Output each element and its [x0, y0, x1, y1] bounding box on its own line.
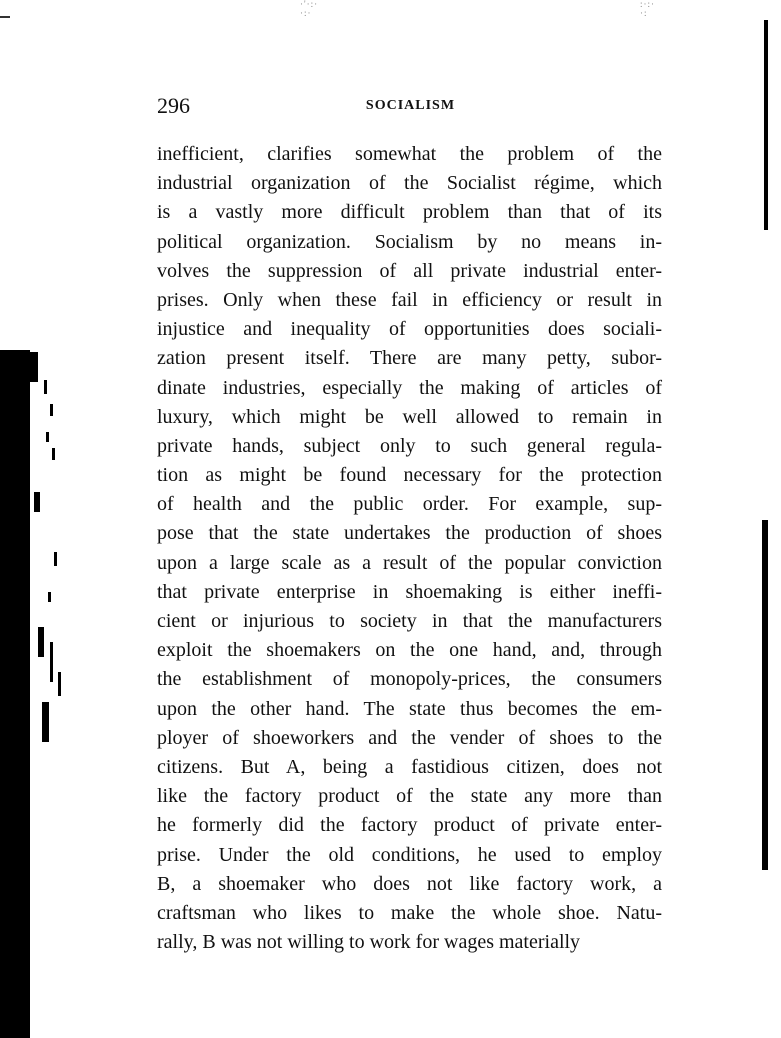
text-line: pose that the state undertakes the production of shoes [157, 522, 662, 545]
scan-page-edge-right [762, 520, 768, 870]
scan-page-edge-right [764, 20, 768, 230]
text-line: upon the other hand. The state thus becomes the em- [157, 697, 662, 720]
scan-page-edge-fray [30, 352, 66, 752]
text-line: craftsman who likes to make the whole shoe. Natu- [157, 901, 662, 924]
page-number: 296 [157, 93, 190, 118]
text-line: the establishment of monopoly-prices, the consumers [157, 668, 662, 691]
text-line: that private enterprise in shoemaking is either ineffi- [157, 580, 662, 603]
text-line: prises. Only when these fail in efficiency or result in [157, 288, 662, 311]
running-title: SOCIALISM [365, 98, 456, 113]
text-line: is a vastly more difficult problem than that of its [157, 201, 662, 224]
text-line: political organization. Socialism by no means in- [157, 230, 662, 253]
text-line: industrial organization of the Socialist régime, which [157, 172, 662, 195]
text-line: of health and the public order. For example, sup- [157, 493, 662, 516]
body-text [157, 140, 662, 957]
text-line: cient or injurious to society in that the manufacturers [157, 610, 662, 632]
text-line: volves the suppression of all private industrial enter- [157, 259, 662, 282]
text-line: ployer of shoeworkers and the vender of shoes to the [157, 726, 662, 749]
text-line: prise. Under the old conditions, he used to employ [157, 843, 662, 866]
text-line: upon a large scale as a result of the popular conviction [157, 551, 662, 574]
text-line: luxury, which might be well allowed to remain in [157, 405, 662, 428]
scan-speckle: :·:· ·: [640, 0, 655, 18]
text-line: like the factory product of the state any more than [157, 785, 662, 808]
text-line: inefficient, clarifies somewhat the problem of the [157, 143, 662, 165]
text-line: B, a shoemaker who does not like factory work, a [157, 872, 662, 895]
text-line: dinate industries, especially the making of articles of [157, 376, 662, 399]
text-line: rally, B was not willing to work for wages materially [157, 931, 581, 954]
text-line: private hands, subject only to such general regula- [157, 434, 662, 457]
scan-speckle: ·'·:· ·:· [300, 0, 319, 18]
text-line: citizens. But A, being a fastidious citizen, does not [157, 755, 662, 778]
scan-page-edge-left [0, 350, 30, 1038]
text-line: zation present itself. There are many petty, subor- [157, 347, 662, 370]
text-line: tion as might be found necessary for the protection [157, 464, 662, 487]
text-line: he formerly did the factory product of private enter- [157, 814, 662, 837]
text-line: exploit the shoemakers on the one hand, and, through [157, 639, 662, 662]
text-line: injustice and inequality of opportunities does sociali- [157, 318, 662, 341]
scan-mark [0, 16, 10, 18]
